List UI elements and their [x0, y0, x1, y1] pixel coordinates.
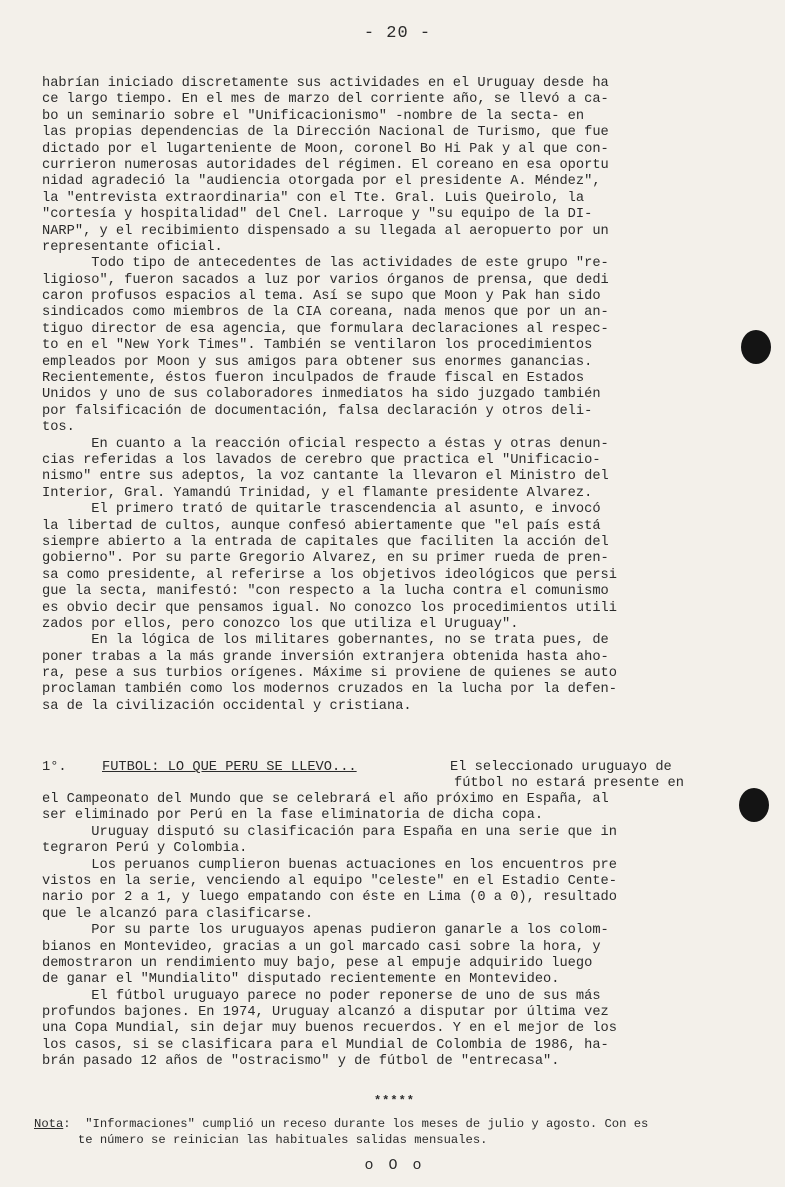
section-title: FUTBOL: LO QUE PERU SE LLEVO...: [102, 760, 357, 775]
text-line: demostraron un rendimiento muy bajo, pese al empuje adquirido luego: [42, 955, 593, 971]
text-line: una Copa Mundial, sin dejar muy buenos recuerdos. Y en el mejor de los: [42, 1021, 617, 1037]
separator: *****: [373, 1094, 415, 1108]
note-label: Nota: [34, 1117, 64, 1131]
text-line: tegraron Perú y Colombia.: [42, 841, 248, 857]
text-line: de ganar el "Mundialito" disputado recientemente en Montevideo.: [42, 972, 560, 988]
text-line: nario por 2 a 1, y luego empatando con éste en Lima (0 a 0), resultado: [42, 890, 617, 906]
page-number: - 20 -: [363, 24, 432, 43]
text-line: caron profusos espacios al tema. Así se supo que Moon y Pak han sido: [42, 289, 601, 305]
text-line: tos.: [42, 420, 75, 436]
text-line: Por su parte los uruguayos apenas pudieron ganarle a los colom-: [42, 923, 609, 939]
binder-hole: [741, 330, 771, 364]
text-line: poner trabas a la más grande inversión extranjera obtenida hasta aho-: [42, 649, 609, 665]
text-line: el Campeonato del Mundo que se celebrará el año próximo en España, al: [42, 792, 609, 807]
text-line: proclaman también como los modernos cruzados en la lucha por la defen-: [42, 682, 617, 698]
section-lead-line: El seleccionado uruguayo de: [450, 760, 672, 775]
text-line: brán pasado 12 años de "ostracismo" y de fútbol de "entrecasa".: [42, 1054, 560, 1070]
section-text: [42, 792, 758, 1071]
text-line: vistos en la serie, venciendo al equipo "celeste" en el Estadio Cente-: [42, 873, 617, 889]
text-line: ra, pese a sus turbios orígenes. Máxime si proviene de quienes se auto: [42, 666, 617, 682]
text-line: "cortesía y hospitalidad" del Cnel. Larroque y "su equipo de la DI-: [42, 207, 593, 223]
text-line: por falsificación de documentación, falsa declaración y otros deli-: [42, 403, 593, 419]
text-line: empleados por Moon y sus amigos para obtener sus enormes ganancias.: [42, 354, 593, 370]
text-line: las propias dependencias de la Dirección Nacional de Turismo, que fue: [42, 125, 609, 141]
text-line: habrían iniciado discretamente sus actividades en el Uruguay desde ha: [42, 76, 609, 91]
note-line: : "Informaciones" cumplió un receso durante los meses de julio y agosto. Con es: [63, 1117, 649, 1131]
text-line: dictado por el lugarteniente de Moon, coronel Bo Hi Pak y al que con-: [42, 141, 609, 157]
text-line: ce largo tiempo. En el mes de marzo del corriente año, se llevó a ca-: [42, 92, 609, 108]
text-line: Recientemente, éstos fueron inculpados de fraude fiscal en Estados: [42, 371, 585, 387]
text-line: Uruguay disputó su clasificación para España en una serie que in: [42, 824, 617, 840]
text-line: Unidos y uno de sus colaboradores inmediatos ha sido juzgado también: [42, 387, 601, 403]
text-line: to en el "New York Times". También se ventilaron los procedimientos: [42, 338, 593, 354]
text-line: profundos bajones. En 1974, Uruguay alcanzó a disputar por última vez: [42, 1005, 609, 1021]
text-line: El primero trató de quitarle trascendencia al asunto, e invocó: [42, 502, 601, 518]
section-number: 1°.: [42, 760, 67, 775]
text-line: la "entrevista extraordinaria" con el Tte. Gral. Luis Queirolo, la: [42, 190, 585, 206]
text-line: cias referidas a los lavados de cerebro que practica el "Unificacio-: [42, 452, 601, 468]
text-line: Interior, Gral. Yamandú Trinidad, y el flamante presidente Alvarez.: [42, 485, 593, 501]
footer-mark: o O o: [364, 1157, 425, 1174]
text-line: nidad agradeció la "audiencia otorgada por el presidente A. Méndez",: [42, 174, 601, 190]
text-line: sa como presidente, al referirse a los objetivos ideológicos que persi: [42, 567, 617, 583]
text-line: bo un seminario sobre el "Unificacionismo" -nombre de la secta- en: [42, 108, 585, 124]
text-line: que le alcanzó para clasificarse.: [42, 906, 314, 922]
text-line: tiguo director de esa agencia, que formulara declaraciones al respec-: [42, 321, 609, 337]
text-line: ser eliminado por Perú en la fase eliminatoria de dicha copa.: [42, 808, 544, 824]
text-line: siempre abierto a la entrada de capitales que faciliten la acción del: [42, 534, 609, 550]
body-text: [42, 76, 758, 715]
text-line: los casos, si se clasificara para el Mundial de Colombia de 1986, ha-: [42, 1037, 609, 1053]
text-line: currieron numerosas autoridades del régimen. El coreano en esa oportu: [42, 157, 609, 173]
text-line: gobierno". Por su parte Gregorio Alvarez, en su primer rueda de pren-: [42, 551, 609, 567]
text-line: El fútbol uruguayo parece no poder reponerse de uno de sus más: [42, 988, 601, 1004]
text-line: bianos en Montevideo, gracias a un gol marcado casi sobre la hora, y: [42, 939, 601, 955]
text-line: nismo" entre sus adeptos, la voz cantante la llevaron el Ministro del: [42, 469, 609, 485]
section-lead-line: fútbol no estará presente en: [454, 776, 684, 792]
text-line: representante oficial.: [42, 239, 223, 255]
text-line: En la lógica de los militares gobernantes, no se trata pues, de: [42, 633, 609, 649]
binder-hole: [739, 788, 769, 822]
text-line: En cuanto a la reacción oficial respecto a éstas y otras denun-: [42, 436, 609, 452]
text-line: Todo tipo de antecedentes de las actividades de este grupo "re-: [42, 256, 609, 272]
text-line: sindicados como miembros de la CIA coreana, nada menos que por un an-: [42, 305, 609, 321]
text-line: Los peruanos cumplieron buenas actuaciones en los encuentros pre: [42, 857, 617, 873]
text-line: es obvio decir que pensamos igual. No conozco los procedimientos utili: [42, 600, 617, 616]
text-line: NARP", y el recibimiento dispensado a su llegada al aeropuerto por un: [42, 223, 609, 239]
note-line: te número se reinician las habituales salidas mensuales.: [34, 1133, 488, 1148]
note: [34, 1116, 764, 1149]
text-line: zados por ellos, pero conozco los que utiliza el Uruguay".: [42, 616, 519, 632]
text-line: la libertad de cultos, aunque confesó abiertamente que "el país está: [42, 518, 601, 534]
text-line: gue la secta, manifestó: "con respecto a la lucha contra el comunismo: [42, 584, 609, 600]
text-line: ligioso", fueron sacados a luz por varios órganos de prensa, que dedi: [42, 272, 609, 288]
text-line: sa de la civilización occidental y cristiana.: [42, 698, 412, 714]
